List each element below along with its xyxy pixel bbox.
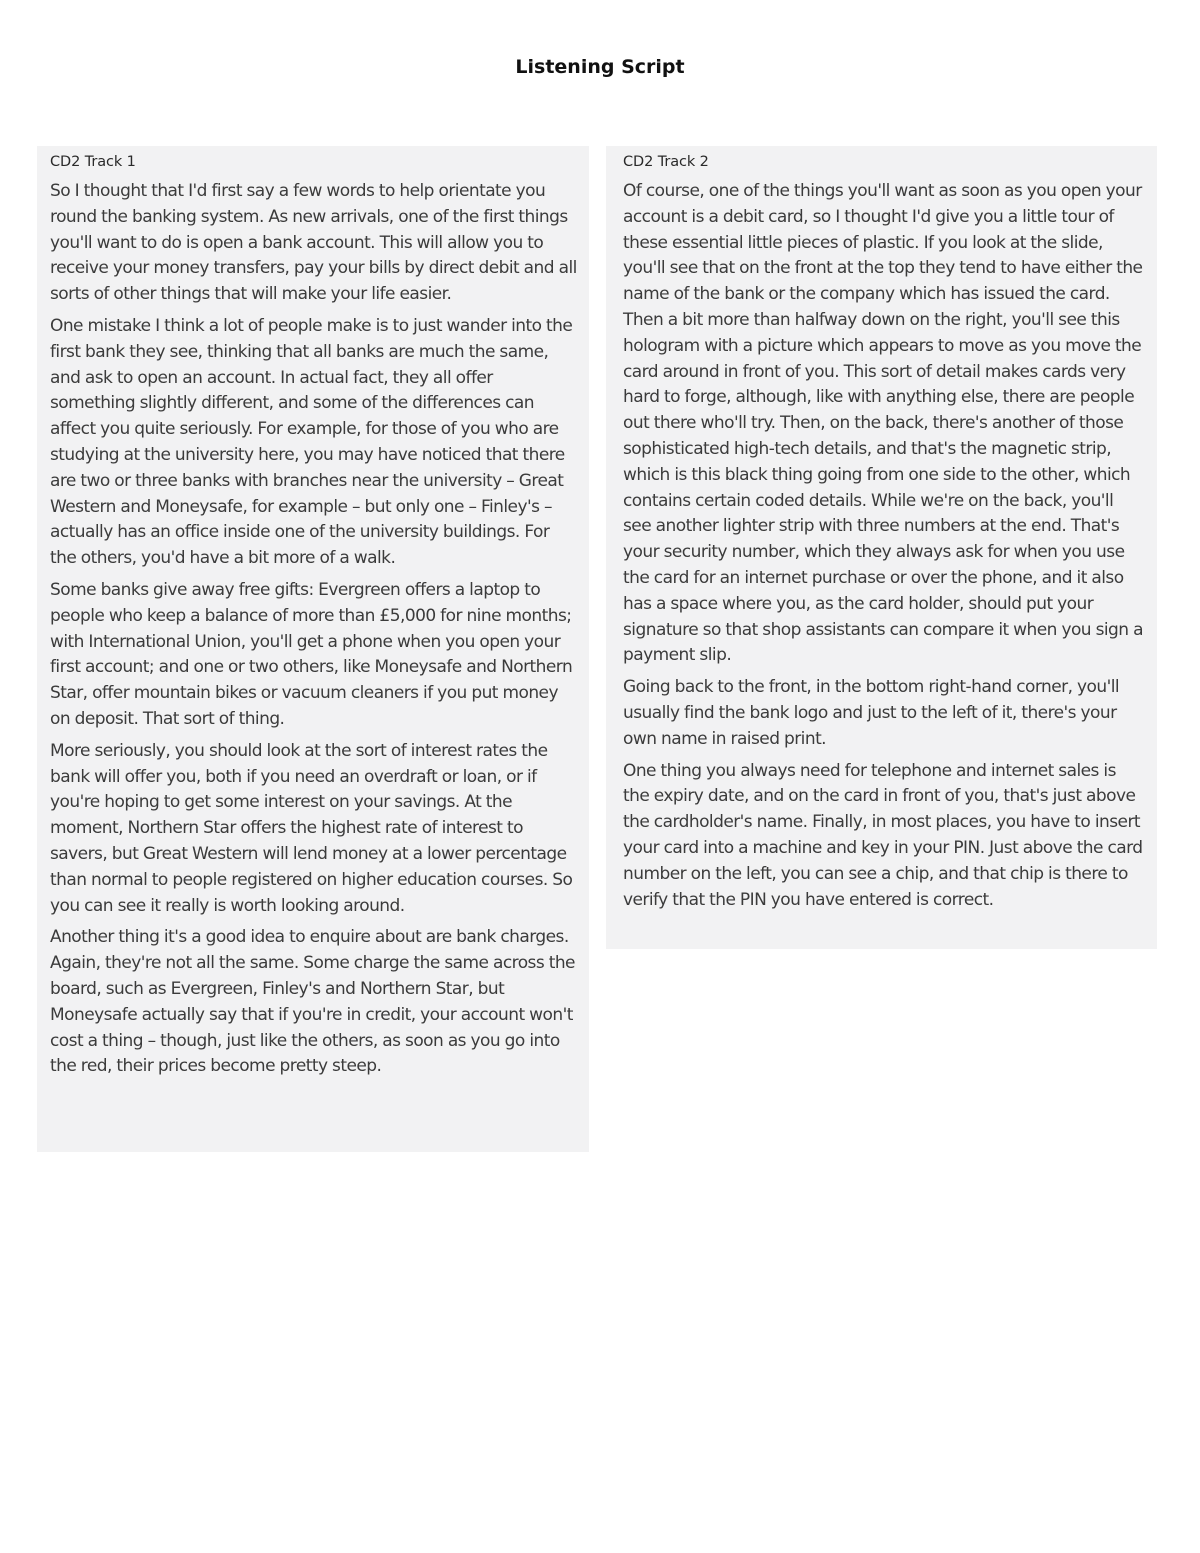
track-2-paragraph: One thing you always need for telephone and internet sales is the expiry date, and on the card in front of you, that's just above the cardholder's name. Finally, in most places, you have to insert your card into a machine and key in your PIN. Just above the card number on the left, you can see a chip, and that chip is there to verify that the PIN you have entered is correct. bbox=[623, 760, 1143, 910]
track-2-heading: CD2 Track 2 bbox=[623, 154, 709, 170]
page-title: Listening Script bbox=[515, 56, 685, 78]
track-1-heading: CD2 Track 1 bbox=[50, 154, 136, 170]
track-1-paragraph: Some banks give away free gifts: Evergreen offers a laptop to people who keep a balance of more than £5,000 for nine months; with International Union, you'll get a phone when you open your first account; and one or two others, like Moneysafe and Northern Star, offer mountain bikes or vacuum cleaners if you put money on deposit. That sort of thing. bbox=[50, 579, 573, 729]
track-2-paragraph: Going back to the front, in the bottom right-hand corner, you'll usually find the bank logo and just to the left of it, there's your own name in raised print. bbox=[623, 677, 1120, 749]
track-1-panel bbox=[37, 146, 589, 1152]
track-1-paragraph: More seriously, you should look at the sort of interest rates the bank will offer you, both if you need an overdraft or loan, or if you're hoping to get some interest on your savings. At the moment, Northern Star offers the highest rate of interest to savers, but Great Western will lend money at a lower percentage than normal to people registered on higher education courses. So you can see it really is worth looking around. bbox=[50, 740, 573, 916]
track-2-paragraph: Of course, one of the things you'll want as soon as you open your account is a debit card, so I thought I'd give you a little tour of these essential little pieces of plastic. If you look at the slide, you'll see that on the front at the top they tend to have either the name of the bank or the company which has issued the card. Then a bit more than halfway down on the right, you'll see this hologram with a picture which appears to move as you move the card around in front of you. This sort of detail makes cards very hard to forge, although, like with anything else, there are people out there who'll try. Then, on the back, there's another of those sophisticated high-tech details, and that's the magnetic strip, which is this black thing going from one side to the other, which contains certain coded details. While we're on the back, you'll see another lighter strip with three numbers at the end. That's your security number, which they always ask for when you use the card for an internet purchase or over the phone, and it also has a space where you, as the card holder, should put your signature so that shop assistants can compare it when you sign a payment slip. bbox=[623, 181, 1143, 666]
track-1-paragraph: One mistake I think a lot of people make is to just wander into the first bank they see, thinking that all banks are much the same, and ask to open an account. In actual fact, they all offer something slightly different, and some of the differences can affect you quite seriously. For example, for those of you who are studying at the university here, you may have noticed that there are two or three banks with branches near the university – Great Western and Moneysafe, for example – but only one – Finley's – actually has an office inside one of the university buildings. For the others, you'd have a bit more of a walk. bbox=[50, 315, 573, 569]
track-1-paragraph: Another thing it's a good idea to enquire about are bank charges. Again, they're not all the same. Some charge the same across the board, such as Evergreen, Finley's and Northern Star, but Moneysafe actually say that if you're in credit, your account won't cost a thing – though, just like the others, as soon as you go into the red, their prices become pretty steep. bbox=[50, 927, 575, 1077]
track-1-paragraph: So I thought that I'd first say a few words to help orientate you round the banking system. As new arrivals, one of the first things you'll want to do is open a bank account. This will allow you to receive your money transfers, pay your bills by direct debit and all sorts of other things that will make your life easier. bbox=[50, 181, 577, 305]
track-2-panel bbox=[606, 146, 1157, 949]
